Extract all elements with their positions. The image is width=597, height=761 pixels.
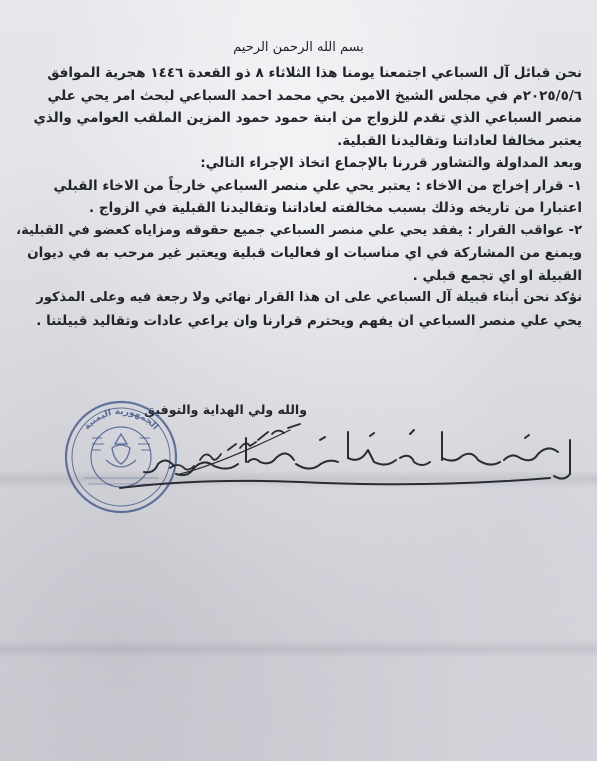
body-line: نؤكد نحن أبناء قبيلة آل السباعي على ان هذا القرار نهائي ولا رجعة فيه وعلى المذكور (36, 290, 582, 305)
body-line: منصر السباعي الذي تقدم للزواج من ابنة حمود حمود المزين الملقب العوامي والذي (33, 110, 582, 126)
body-line: ١- قرار إخراج من الاخاء : يعتبر يحي علي منصر السباعي خارجاً من الاخاء القبلي (53, 177, 582, 194)
closing-line: والله ولي الهداية والتوفيق (144, 402, 307, 417)
body-line: يحي علي منصر السباعي ان يفهم ويحترم قرارنا وان يراعي عادات وتقاليد قبيلتنا . (36, 312, 582, 329)
basmala-heading: بسم الله الرحمن الرحيم (233, 40, 364, 55)
paper-fold-shadow (0, 640, 597, 658)
body-line: القبيلة او اي تجمع قبلي . (412, 267, 582, 284)
body-line: ٢٠٢٥/٥/٦م في مجلس الشيخ الامين يحي محمد احمد السباعي لبحث امر يحي علي (47, 87, 582, 104)
body-line: ويمنع من المشاركة في اي مناسبات او فعاليات قبلية ويعتبر غير مرحب به في ديوان (27, 245, 582, 261)
body-line: نحن قبائل آل السباعي اجتمعنا يومنا هذا الثلاثاء ٨ ذو القعدة ١٤٤٦ هجرية الموافق (47, 65, 582, 81)
body-line: ٢- عواقب القرار : يفقد يحي علي منصر السباعي جميع حقوقه ومزاياه كعضو في القبلية، (16, 222, 582, 238)
stamp-text: الجمهورية اليمنية (82, 406, 160, 433)
body-line: اعتبارا من تاريخه وذلك بسبب مخالفته لعاداتنا وتقاليدنا القبلية في الزواج . (89, 200, 582, 216)
handwritten-signature-icon (70, 422, 590, 502)
document-body (16, 62, 582, 332)
body-line: يعتبر مخالفا لعاداتنا وتقاليدنا القبلية. (337, 132, 582, 149)
body-line: وبعد المداولة والتشاور قررنا بالإجماع اتخاذ الإجراء التالي: (200, 155, 582, 171)
